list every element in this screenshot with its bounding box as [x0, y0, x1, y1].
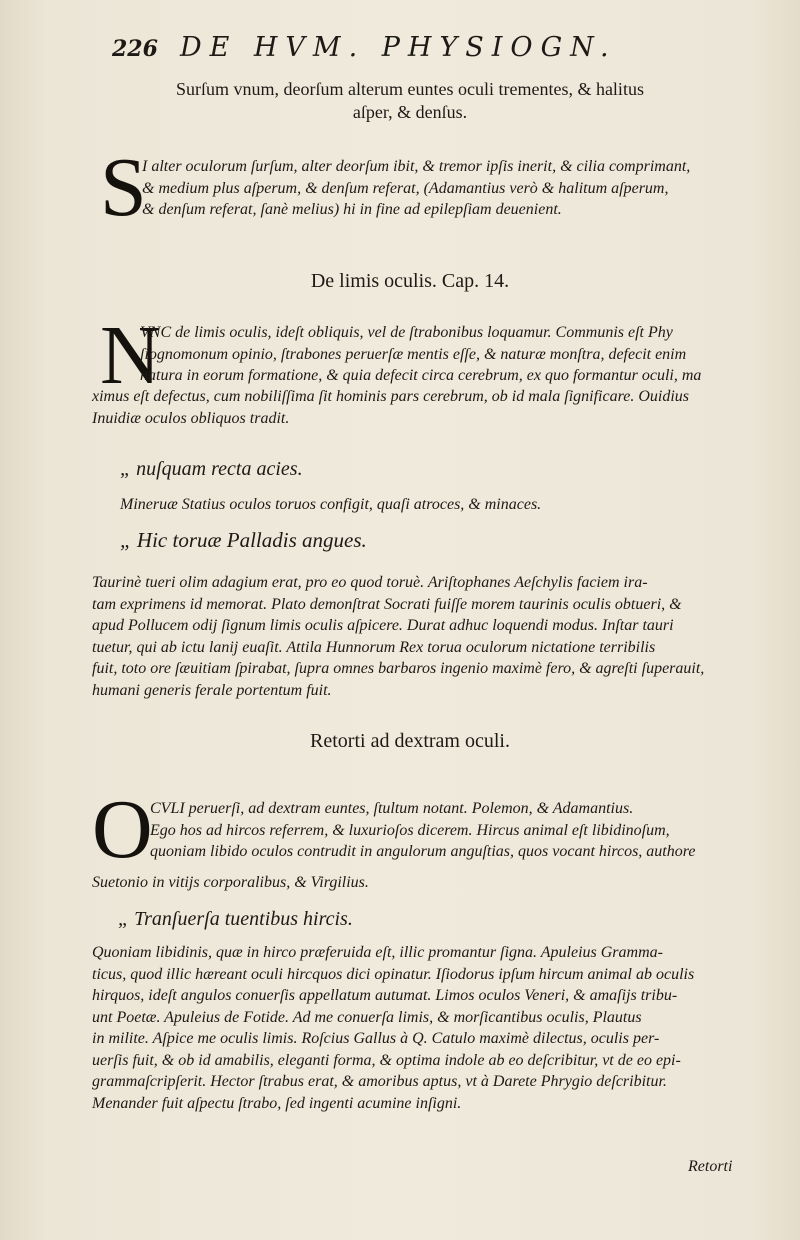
body-line: tuetur, qui ab ictu lanij euaſit. Attila Hunnorum Rex torua oculorum nictatione terribilis: [92, 638, 656, 656]
body-line: Menander fuit aſpectu ſtrabo, ſed ingenti acumine inſigni.: [92, 1094, 462, 1112]
body-line: Inuidiæ oculos obliquos tradit.: [92, 409, 290, 427]
body-line: uerſis fuit, & ob id amabilis, eleganti forma, & optima indole ab eo deſcribitur, vt de eo epi-: [92, 1051, 681, 1069]
quote-hic-toruae: „ Hic toruæ Palladis angues.: [120, 528, 367, 552]
body-line: VNC de limis oculis, ideſt obliquis, vel de ſtrabonibus loquamur. Communis eſt Phy: [140, 324, 673, 341]
catchword: Retorti: [688, 1158, 733, 1175]
section2-mid-line: Mineruæ Statius oculos toruos configit, quaſi atroces, & minaces.: [120, 496, 542, 513]
page-number: 226: [112, 36, 158, 62]
quote-nusquam: „ nuſquam recta acies.: [120, 458, 303, 480]
body-line: CVLI peruerſi, ad dextram euntes, ſtultum notant. Polemon, & Adamantius.: [150, 800, 634, 817]
body-line: & denſum referat, ſanè melius) hi in fine ad epilepſiam deuenient.: [142, 201, 562, 218]
section2-body-wide: [92, 386, 768, 429]
body-line: tam exprimens id memorat. Plato demonſtrat Socrati fuiſſe morem taurinis oculis obtueri, &: [92, 595, 682, 613]
body-line: Taurinè tueri olim adagium erat, pro eo quod toruè. Ariſtophanes Aeſchylis faciem ira-: [92, 574, 648, 591]
body-line: unt Poetæ. Apuleius de Fotide. Ad me conuerſa limis, & morſicantibus oculis, Plautus: [92, 1008, 642, 1026]
section3-body-wide: [92, 872, 768, 894]
section2-body-top: [140, 322, 770, 387]
body-line: fuit, toto ore ſæuitiam ſpirabat, ſupra omnes barbaros ingenio maximè fero, & agreſti ſuperauit,: [92, 660, 705, 677]
intro-line: aſper, & denſus.: [352, 102, 468, 122]
section2-heading: De limis oculis. Cap. 14.: [310, 270, 510, 292]
body-line: apud Pollucem odij ſignum limis oculis aſpicere. Durat adhuc loquendi modus. Inſtar tauri: [92, 617, 674, 634]
body-line: ximus eſt defectus, cum nobiliſſima ſit hominis pars cerebrum, ob id mala ſignificare. Ouidius: [92, 388, 689, 405]
running-title: DE HVM. PHYSIOGN.: [179, 32, 617, 63]
body-line: quoniam libido oculos contrudit in angulorum anguſtias, quos vocant hircos, authore: [150, 843, 696, 860]
drop-cap-s: S: [100, 141, 147, 234]
body-line: natura in eorum formatione, & quia defecit circa cerebrum, ex quo formantur oculi, ma: [140, 367, 702, 384]
body-line: in milite. Aſpice me oculis limis. Roſcius Gallus à Q. Catulo maximè dilectus, oculis per-: [92, 1030, 660, 1047]
section3-body-top: [150, 798, 765, 863]
body-line: Suetonio in vitijs corporalibus, & Virgilius.: [92, 874, 369, 891]
drop-cap-n: N: [100, 309, 161, 402]
body-line: & medium plus aſperum, & denſum referat, (Adamantius verò & halitum aſperum,: [142, 179, 669, 197]
section2-body2: [92, 572, 768, 701]
body-line: humani generis ferale portentum fuit.: [92, 681, 332, 699]
body-line: I alter oculorum ſurſum, alter deorſum ibit, & tremor ipſis inerit, & cilia comprimant,: [142, 158, 691, 175]
body-line: ſiognomonum opinio, ſtrabones peruerſæ mentis eſſe, & naturæ monſtra, defecit enim: [140, 345, 687, 363]
body-line: Ego hos ad hircos referrem, & luxurioſos dicerem. Hircus animal eſt libidinoſum,: [150, 821, 670, 839]
drop-cap-o: O: [92, 783, 153, 876]
body-line: hirquos, ideſt angulos conuerſis appellatum autumat. Limos oculos Veneri, & amaſijs tribu-: [92, 987, 678, 1004]
intro-line: Surſum vnum, deorſum alterum euntes oculi trementes, & halitus: [176, 79, 644, 99]
section1-intro: [120, 78, 700, 124]
body-line: grammaſcripſerit. Hector ſtrabus erat, & amoribus aptus, vt à Darete Phrygio deſcribitur.: [92, 1073, 667, 1090]
section3-body2: [92, 942, 768, 1114]
section3-heading: Retorti ad dextram oculi.: [310, 730, 510, 752]
section1-body: [142, 156, 767, 221]
body-line: ticus, quod illic hæreant oculi hircquos dici opinatur. Iſiodorus ipſum hircum animal ab oculis: [92, 965, 695, 983]
quote-transuersa: „ Tranſuerſa tuentibus hircis.: [118, 908, 353, 930]
body-line: Quoniam libidinis, quæ in hirco præferuida eſt, illic promantur ſigna. Apuleius Gramma-: [92, 944, 663, 961]
running-header: [112, 32, 672, 62]
